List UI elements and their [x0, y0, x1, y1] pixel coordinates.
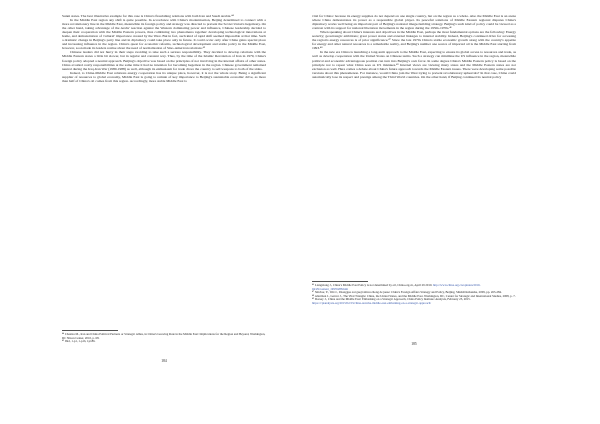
footnote-divider — [312, 281, 368, 282]
paragraph: vital for China: because its energy supplies do not depend on one single country, but on the region as a whole. Also the Middle East is an arena where China demonstrates its power as a responsible global player. Its peaceful solutions of Middle Eastern regional disputes China's diplomacy works well being an important part of Beijing's national image-building strategy. Beijing's such kind of policy could be viewed as a contrast with its support for national liberation movements in the region during the 1950s-1970s.⁴⁶ — [312, 14, 516, 31]
footnote-text: ⁴⁸ Alterman J., Garver J., The Vital Triangle: China, the United States, and the Middle East. Washington, DC, Center for Strategic and International Studies, 2008, p. 7. — [312, 293, 516, 298]
paragraph: When speaking about China's interests and objectives in the Middle East, perhaps the most fundamental options are the following: Energy security; geostrategic ambitions; great power status and external linkages to internal stability. Indeed, Beijing's continued drive for accessing the region's energy resources is of prior significance.⁴⁷ Since the late 1970s China's stable economic growth along with the country's appetite for energy and other natural resources is a remarkable reality, and Beijing's number one source of imported oil is the Middle East starting from 1993.⁴⁸ — [312, 30, 517, 51]
left-footnotes — [62, 330, 266, 344]
footnote: ⁴⁴ Chaziza M., Iran and China Political Partners or Strategic Allies, in China's Growing Role in the Middle East: Implications for the Region and Beyond, Washington, DC Nixon Center, 2010, p. 68. — [62, 332, 266, 340]
footnote: ⁴⁵ Ibid, 1-p1, 1-p1b, 1p186. — [62, 339, 96, 344]
paragraph: Sunni states. The best illustrative example for this case is China's flourishing relations with both Iran and Saudi Arabia.⁴⁴ — [62, 14, 234, 18]
footnote-divider — [62, 330, 118, 331]
left-page — [62, 0, 266, 424]
footnote-text: ⁴⁷ Shichor, Y., Wei J., Zhongguo zai guoji shiwu zhong de juese: China's Foreign Affairs Strategy and Policy, Beijing, ShishiChubanshe, 2009, pp. 263-284. — [312, 290, 502, 295]
paragraph: In the Middle East region any shift is quite possible. In accordance with China's modernisation, Beijing determined to connect with a more revolutionary line in the Middle East, meanwhile its foreign policy and strategy was directed to prevent the Soviet Union's hegemony. On the other hand, taking advantage of the Arabs' reaction against the Western dominating power and influence, Chinese leadership decided to deepen their cooperation with the Middle Eastern powers, thus combining two phenomena together: developing technological innovations at home, and demonstration of 'cultural' importance created by the West. But in fact, such kind of rapid shift seemed impossible at that time. Such a dramatic change in Beijing's party line and in diplomacy could take place only in future. It could occur only after China gains special place and increasing influence in the region. China's quest for economic reforms, technological development and stable policy in the Middle East, however, soon made its leaders realise about the need of normalisation of Sino-American relations.⁴⁵ — [62, 18, 266, 51]
paragraph: Indeed, to China-Middle East relations energy cooperation has its unique place, however, it is not the whole story. Being a significant supplier of resources to global economy, Middle East is going to remain of key importance to Beijing's sustainable economic drive, as more than half of China's oil comes from this region. Accordingly, more stable Middle East is — [62, 70, 266, 83]
footnote — [312, 298, 516, 305]
right-body-text — [312, 14, 516, 79]
footnote-link[interactable]: http://www.china.org.cn/opinion/2010-04/29/content_19935288.htm — [312, 283, 481, 291]
left-body-text — [62, 14, 266, 83]
paragraph: In the new era China is launching a long-term approach to the Middle East, expecting to ensure its global access to resources and trade, as well as develop cooperation with the United States on Chinese terms. Such a strategy can minimise the US influence in the region, meanwhile political and economic advantageous position can turn into Beijing's own favor. In some degree China's Middle Eastern policy is based on the principle not to repeat what China sees as US mistakes.⁴⁹ Internal views are viewing many states and the Middle Eastern states are not exclusion as well. Here comes a debate about China's future approach towards the Middle Eastern issues. There were developing some possible versions about this phenomenon. For instance, would China join the West trying to prevent revolutionary upheavals? In that case, China could automatically lose its respect and prestige among the Third World countries. On the other hand, if Beijing continued its neutral policy — [312, 50, 516, 79]
paragraph: Chinese leaders did not hurry in their steps avoiding to take such a serious responsibility. They decided to develop relations with the Middle Eastern states a little bit slower, but in regular and constant way. Thus, by the time of the Islamic Revolution of Iran in 1979, China's foreign policy adopted a neutral approach. Beijing's objective was based on the principles of not involving in the internal affairs of other states. China avoided costly responsibilities at the same time it had no intention for becoming hegemon in the region. Chinese government remained neutral during the Iraq-Iran War (1980-1988) as well, although its enthusiasm for trade drove the country to sell weapons to both of the sides. — [62, 50, 266, 71]
right-page — [312, 0, 516, 424]
page-number: 185 — [411, 342, 417, 346]
footnote-link[interactable]: https://cpianalysis.org/2015/02/23/china-and-the-middle-east-embarking-on-a-strategic-approach/ — [312, 300, 432, 305]
page-number: 184 — [161, 359, 167, 363]
footnote-text: ⁴⁶ Liangxiang J., China's Middle East Policy is not determined by oil, China.org.cn, April 29 2010. — [312, 283, 434, 287]
right-footnotes — [312, 281, 516, 305]
footnote-text: ⁴⁹ Dorsey J., China and the Middle East: Embarking on a Strategic Approach, China Policy Institute: Analysis, February 23, 2015. — [312, 297, 471, 302]
